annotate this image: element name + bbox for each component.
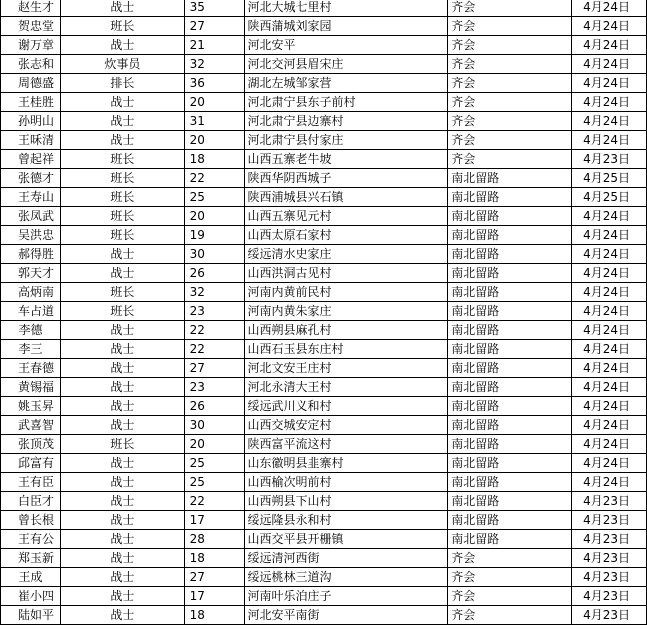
cell-hometown[interactable]: 河北安平 bbox=[244, 36, 448, 55]
cell-role[interactable]: 战士 bbox=[60, 530, 184, 549]
cell-date[interactable]: 4月23日 bbox=[571, 150, 646, 169]
cell-name[interactable]: 谢万章 bbox=[1, 36, 61, 55]
cell-date[interactable]: 4月24日 bbox=[571, 321, 646, 340]
cell-battle-site[interactable]: 齐会 bbox=[448, 606, 572, 625]
cell-battle-site[interactable]: 齐会 bbox=[448, 587, 572, 606]
table-row bbox=[1, 0, 647, 17]
cell-role[interactable]: 战士 bbox=[60, 359, 184, 378]
cell-date[interactable]: 4月24日 bbox=[571, 264, 646, 283]
cell-hometown[interactable]: 河南内黄朱家庄 bbox=[244, 302, 448, 321]
cell-role[interactable]: 战士 bbox=[60, 587, 184, 606]
cell-date[interactable]: 4月24日 bbox=[571, 302, 646, 321]
cell-role[interactable]: 战士 bbox=[60, 549, 184, 568]
cell-battle-site[interactable]: 齐会 bbox=[448, 93, 572, 112]
table-row bbox=[1, 93, 647, 112]
table-row bbox=[1, 321, 647, 340]
cell-age[interactable]: 26 bbox=[184, 264, 244, 283]
cell-date[interactable]: 4月24日 bbox=[571, 340, 646, 359]
cell-name[interactable]: 武喜智 bbox=[1, 416, 61, 435]
cell-age[interactable]: 20 bbox=[184, 93, 244, 112]
cell-role[interactable]: 战士 bbox=[60, 0, 184, 17]
cell-hometown[interactable]: 绥远清河西街 bbox=[244, 549, 448, 568]
table-row bbox=[1, 283, 647, 302]
cell-hometown[interactable]: 河北文安王庄村 bbox=[244, 359, 448, 378]
cell-hometown[interactable]: 陕西富平流这村 bbox=[244, 435, 448, 454]
cell-age[interactable]: 20 bbox=[184, 131, 244, 150]
table-row bbox=[1, 511, 647, 530]
cell-hometown[interactable]: 绥远清水史家庄 bbox=[244, 245, 448, 264]
cell-date[interactable]: 4月25日 bbox=[571, 169, 646, 188]
cell-name[interactable]: 高炳南 bbox=[1, 283, 61, 302]
cell-age[interactable]: 25 bbox=[184, 454, 244, 473]
table-row bbox=[1, 55, 647, 74]
cell-age[interactable]: 18 bbox=[184, 549, 244, 568]
cell-role[interactable]: 班长 bbox=[60, 169, 184, 188]
cell-age[interactable]: 22 bbox=[184, 321, 244, 340]
cell-name[interactable]: 张志和 bbox=[1, 55, 61, 74]
cell-name[interactable]: 王寿山 bbox=[1, 188, 61, 207]
cell-role[interactable]: 战士 bbox=[60, 93, 184, 112]
cell-hometown[interactable]: 河北肃宁县边寨村 bbox=[244, 112, 448, 131]
table-row bbox=[1, 169, 647, 188]
table-row bbox=[1, 17, 647, 36]
cell-name[interactable]: 王桂胜 bbox=[1, 93, 61, 112]
cell-battle-site[interactable]: 南北留路 bbox=[448, 378, 572, 397]
cell-date[interactable]: 4月23日 bbox=[571, 530, 646, 549]
cell-battle-site[interactable]: 南北留路 bbox=[448, 416, 572, 435]
table-row bbox=[1, 245, 647, 264]
cell-battle-site[interactable]: 南北留路 bbox=[448, 169, 572, 188]
cell-role[interactable]: 班长 bbox=[60, 226, 184, 245]
cell-hometown[interactable]: 山西洪洞古见村 bbox=[244, 264, 448, 283]
cell-role[interactable]: 战士 bbox=[60, 606, 184, 625]
cell-battle-site[interactable]: 南北留路 bbox=[448, 359, 572, 378]
cell-date[interactable]: 4月24日 bbox=[571, 245, 646, 264]
cell-date[interactable]: 4月24日 bbox=[571, 207, 646, 226]
cell-role[interactable]: 班长 bbox=[60, 283, 184, 302]
cell-hometown[interactable]: 山东徽明县韭寨村 bbox=[244, 454, 448, 473]
cell-role[interactable]: 班长 bbox=[60, 435, 184, 454]
table-row bbox=[1, 416, 647, 435]
cell-role[interactable]: 战士 bbox=[60, 264, 184, 283]
table-row bbox=[1, 207, 647, 226]
table-row bbox=[1, 359, 647, 378]
cell-name[interactable]: 贺忠堂 bbox=[1, 17, 61, 36]
cell-name[interactable]: 王成 bbox=[1, 568, 61, 587]
cell-date[interactable]: 4月23日 bbox=[571, 587, 646, 606]
cell-role[interactable]: 战士 bbox=[60, 131, 184, 150]
table-row bbox=[1, 492, 647, 511]
cell-role[interactable]: 战士 bbox=[60, 397, 184, 416]
cell-age[interactable]: 22 bbox=[184, 340, 244, 359]
cell-name[interactable]: 李三 bbox=[1, 340, 61, 359]
cell-role[interactable]: 班长 bbox=[60, 150, 184, 169]
cell-age[interactable]: 18 bbox=[184, 606, 244, 625]
cell-age[interactable]: 22 bbox=[184, 169, 244, 188]
cell-name[interactable]: 陆如平 bbox=[1, 606, 61, 625]
cell-role[interactable]: 班长 bbox=[60, 188, 184, 207]
cell-battle-site[interactable]: 齐会 bbox=[448, 150, 572, 169]
cell-age[interactable]: 17 bbox=[184, 511, 244, 530]
table-row bbox=[1, 454, 647, 473]
cell-hometown[interactable]: 绥远隆县永和村 bbox=[244, 511, 448, 530]
cell-role[interactable]: 战士 bbox=[60, 245, 184, 264]
cell-role[interactable]: 战士 bbox=[60, 454, 184, 473]
cell-name[interactable]: 周德盛 bbox=[1, 74, 61, 93]
cell-role[interactable]: 战士 bbox=[60, 112, 184, 131]
table-row bbox=[1, 435, 647, 454]
cell-battle-site[interactable]: 南北留路 bbox=[448, 397, 572, 416]
cell-name[interactable]: 王咊清 bbox=[1, 131, 61, 150]
cell-name[interactable]: 郑玉新 bbox=[1, 549, 61, 568]
cell-hometown[interactable]: 山西朔县麻孔村 bbox=[244, 321, 448, 340]
cell-battle-site[interactable]: 齐会 bbox=[448, 131, 572, 150]
cell-name[interactable]: 王有臣 bbox=[1, 473, 61, 492]
cell-name[interactable]: 曾起祥 bbox=[1, 150, 61, 169]
cell-name[interactable]: 黄锡福 bbox=[1, 378, 61, 397]
table-row bbox=[1, 264, 647, 283]
cell-role[interactable]: 班长 bbox=[60, 302, 184, 321]
cell-age[interactable]: 20 bbox=[184, 207, 244, 226]
cell-role[interactable]: 战士 bbox=[60, 340, 184, 359]
cell-age[interactable]: 27 bbox=[184, 568, 244, 587]
table-row bbox=[1, 587, 647, 606]
cell-date[interactable]: 4月25日 bbox=[571, 188, 646, 207]
table-row bbox=[1, 226, 647, 245]
cell-hometown[interactable]: 陕西浦城县兴石镇 bbox=[244, 188, 448, 207]
cell-hometown[interactable]: 河北大城七里村 bbox=[244, 0, 448, 17]
cell-age[interactable]: 35 bbox=[184, 0, 244, 17]
cell-name[interactable]: 崔小四 bbox=[1, 587, 61, 606]
cell-name[interactable]: 张凤武 bbox=[1, 207, 61, 226]
cell-hometown[interactable]: 山西石玉县东庄村 bbox=[244, 340, 448, 359]
cell-battle-site[interactable]: 南北留路 bbox=[448, 473, 572, 492]
cell-age[interactable]: 22 bbox=[184, 492, 244, 511]
cell-hometown[interactable]: 河北肃宁县付家庄 bbox=[244, 131, 448, 150]
table-row bbox=[1, 606, 647, 625]
cell-hometown[interactable]: 湖北左城邹家营 bbox=[244, 74, 448, 93]
cell-name[interactable]: 姚玉昇 bbox=[1, 397, 61, 416]
cell-date[interactable]: 4月24日 bbox=[571, 55, 646, 74]
table-row bbox=[1, 378, 647, 397]
cell-role[interactable]: 战士 bbox=[60, 568, 184, 587]
cell-age[interactable]: 32 bbox=[184, 55, 244, 74]
cell-role[interactable]: 班长 bbox=[60, 207, 184, 226]
table-row bbox=[1, 150, 647, 169]
cell-name[interactable]: 邱富有 bbox=[1, 454, 61, 473]
cell-hometown[interactable]: 山西太原石家村 bbox=[244, 226, 448, 245]
cell-date[interactable]: 4月23日 bbox=[571, 568, 646, 587]
cell-battle-site[interactable]: 齐会 bbox=[448, 0, 572, 17]
cell-name[interactable]: 白臣才 bbox=[1, 492, 61, 511]
cell-name[interactable]: 车占道 bbox=[1, 302, 61, 321]
cell-date[interactable]: 4月24日 bbox=[571, 17, 646, 36]
cell-date[interactable]: 4月24日 bbox=[571, 473, 646, 492]
cell-age[interactable]: 23 bbox=[184, 378, 244, 397]
table-row bbox=[1, 112, 647, 131]
cell-hometown[interactable]: 陕西华阴西城子 bbox=[244, 169, 448, 188]
cell-age[interactable]: 27 bbox=[184, 17, 244, 36]
cell-hometown[interactable]: 河北永清大王村 bbox=[244, 378, 448, 397]
cell-hometown[interactable]: 山西榆次明前村 bbox=[244, 473, 448, 492]
cell-battle-site[interactable]: 南北留路 bbox=[448, 245, 572, 264]
cell-date[interactable]: 4月24日 bbox=[571, 93, 646, 112]
cell-age[interactable]: 28 bbox=[184, 530, 244, 549]
cell-battle-site[interactable]: 南北留路 bbox=[448, 321, 572, 340]
cell-age[interactable]: 27 bbox=[184, 359, 244, 378]
cell-name[interactable]: 李德 bbox=[1, 321, 61, 340]
table-row bbox=[1, 530, 647, 549]
cell-battle-site[interactable]: 齐会 bbox=[448, 17, 572, 36]
cell-battle-site[interactable]: 齐会 bbox=[448, 74, 572, 93]
cell-age[interactable]: 25 bbox=[184, 473, 244, 492]
cell-age[interactable]: 30 bbox=[184, 416, 244, 435]
cell-name[interactable]: 吴洪忠 bbox=[1, 226, 61, 245]
cell-role[interactable]: 战士 bbox=[60, 416, 184, 435]
cell-date[interactable]: 4月24日 bbox=[571, 131, 646, 150]
cell-hometown[interactable]: 山西交平县开栅镇 bbox=[244, 530, 448, 549]
cell-date[interactable]: 4月24日 bbox=[571, 36, 646, 55]
cell-hometown[interactable]: 河北肃宁县东子前村 bbox=[244, 93, 448, 112]
cell-name[interactable]: 郭天才 bbox=[1, 264, 61, 283]
table-body bbox=[1, 0, 647, 625]
cell-hometown[interactable]: 河北交河县眉宋庄 bbox=[244, 55, 448, 74]
table-row bbox=[1, 74, 647, 93]
cell-battle-site[interactable]: 南北留路 bbox=[448, 492, 572, 511]
cell-role[interactable]: 战士 bbox=[60, 321, 184, 340]
table-row bbox=[1, 568, 647, 587]
cell-role[interactable]: 战士 bbox=[60, 511, 184, 530]
cell-battle-site[interactable]: 齐会 bbox=[448, 549, 572, 568]
cell-battle-site[interactable]: 南北留路 bbox=[448, 340, 572, 359]
cell-role[interactable]: 炊事员 bbox=[60, 55, 184, 74]
table-row bbox=[1, 302, 647, 321]
cell-date[interactable]: 4月24日 bbox=[571, 454, 646, 473]
cell-date[interactable]: 4月24日 bbox=[571, 359, 646, 378]
cell-battle-site[interactable]: 南北留路 bbox=[448, 530, 572, 549]
cell-hometown[interactable]: 河南内黄前民村 bbox=[244, 283, 448, 302]
cell-date[interactable]: 4月23日 bbox=[571, 606, 646, 625]
cell-battle-site[interactable]: 南北留路 bbox=[448, 264, 572, 283]
cell-name[interactable]: 郝得胜 bbox=[1, 245, 61, 264]
cell-age[interactable]: 18 bbox=[184, 150, 244, 169]
cell-age[interactable]: 30 bbox=[184, 245, 244, 264]
cell-age[interactable]: 17 bbox=[184, 587, 244, 606]
cell-date[interactable]: 4月24日 bbox=[571, 378, 646, 397]
cell-hometown[interactable]: 山西五寨老牛坡 bbox=[244, 150, 448, 169]
cell-battle-site[interactable]: 齐会 bbox=[448, 55, 572, 74]
cell-date[interactable]: 4月24日 bbox=[571, 226, 646, 245]
cell-hometown[interactable]: 河北安平南街 bbox=[244, 606, 448, 625]
table-row bbox=[1, 36, 647, 55]
cell-age[interactable]: 19 bbox=[184, 226, 244, 245]
cell-age[interactable]: 32 bbox=[184, 283, 244, 302]
cell-battle-site[interactable]: 南北留路 bbox=[448, 454, 572, 473]
cell-age[interactable]: 21 bbox=[184, 36, 244, 55]
cell-date[interactable]: 4月24日 bbox=[571, 0, 646, 17]
cell-name[interactable]: 王春德 bbox=[1, 359, 61, 378]
cell-date[interactable]: 4月23日 bbox=[571, 492, 646, 511]
cell-battle-site[interactable]: 齐会 bbox=[448, 36, 572, 55]
cell-name[interactable]: 曾长根 bbox=[1, 511, 61, 530]
cell-hometown[interactable]: 陕西蒲城刘家园 bbox=[244, 17, 448, 36]
cell-date[interactable]: 4月23日 bbox=[571, 511, 646, 530]
cell-role[interactable]: 班长 bbox=[60, 17, 184, 36]
cell-hometown[interactable]: 山西五寨见元村 bbox=[244, 207, 448, 226]
table-row bbox=[1, 131, 647, 150]
cell-hometown[interactable]: 山西交城安定村 bbox=[244, 416, 448, 435]
table-row bbox=[1, 473, 647, 492]
table-row bbox=[1, 549, 647, 568]
cell-battle-site[interactable]: 南北留路 bbox=[448, 511, 572, 530]
cell-age[interactable]: 26 bbox=[184, 397, 244, 416]
cell-hometown[interactable]: 河南叶乐泊庄子 bbox=[244, 587, 448, 606]
cell-name[interactable]: 张顶茂 bbox=[1, 435, 61, 454]
table-row bbox=[1, 188, 647, 207]
cell-date[interactable]: 4月23日 bbox=[571, 549, 646, 568]
cell-battle-site[interactable]: 南北留路 bbox=[448, 188, 572, 207]
cell-date[interactable]: 4月24日 bbox=[571, 112, 646, 131]
cell-hometown[interactable]: 山西朔县下山村 bbox=[244, 492, 448, 511]
cell-name[interactable]: 孙明山 bbox=[1, 112, 61, 131]
cell-role[interactable]: 排长 bbox=[60, 74, 184, 93]
cell-age[interactable]: 20 bbox=[184, 435, 244, 454]
cell-age[interactable]: 25 bbox=[184, 188, 244, 207]
cell-role[interactable]: 战士 bbox=[60, 473, 184, 492]
cell-age[interactable]: 23 bbox=[184, 302, 244, 321]
cell-battle-site[interactable]: 齐会 bbox=[448, 112, 572, 131]
cell-hometown[interactable]: 绥远武川义和村 bbox=[244, 397, 448, 416]
cell-age[interactable]: 31 bbox=[184, 112, 244, 131]
cell-name[interactable]: 王有公 bbox=[1, 530, 61, 549]
table-row bbox=[1, 340, 647, 359]
cell-battle-site[interactable]: 南北留路 bbox=[448, 226, 572, 245]
cell-date[interactable]: 4月24日 bbox=[571, 416, 646, 435]
cell-battle-site[interactable]: 南北留路 bbox=[448, 207, 572, 226]
cell-role[interactable]: 战士 bbox=[60, 492, 184, 511]
cell-hometown[interactable]: 绥远桃林三道沟 bbox=[244, 568, 448, 587]
cell-battle-site[interactable]: 南北留路 bbox=[448, 435, 572, 454]
cell-age[interactable]: 36 bbox=[184, 74, 244, 93]
cell-date[interactable]: 4月24日 bbox=[571, 74, 646, 93]
cell-name[interactable]: 张德才 bbox=[1, 169, 61, 188]
cell-battle-site[interactable]: 南北留路 bbox=[448, 283, 572, 302]
table-row bbox=[1, 397, 647, 416]
cell-date[interactable]: 4月24日 bbox=[571, 397, 646, 416]
cell-date[interactable]: 4月24日 bbox=[571, 283, 646, 302]
cell-name[interactable]: 赵生才 bbox=[1, 0, 61, 17]
cell-battle-site[interactable]: 齐会 bbox=[448, 568, 572, 587]
cell-role[interactable]: 战士 bbox=[60, 378, 184, 397]
cell-battle-site[interactable]: 南北留路 bbox=[448, 302, 572, 321]
cell-date[interactable]: 4月24日 bbox=[571, 435, 646, 454]
cell-role[interactable]: 战士 bbox=[60, 36, 184, 55]
